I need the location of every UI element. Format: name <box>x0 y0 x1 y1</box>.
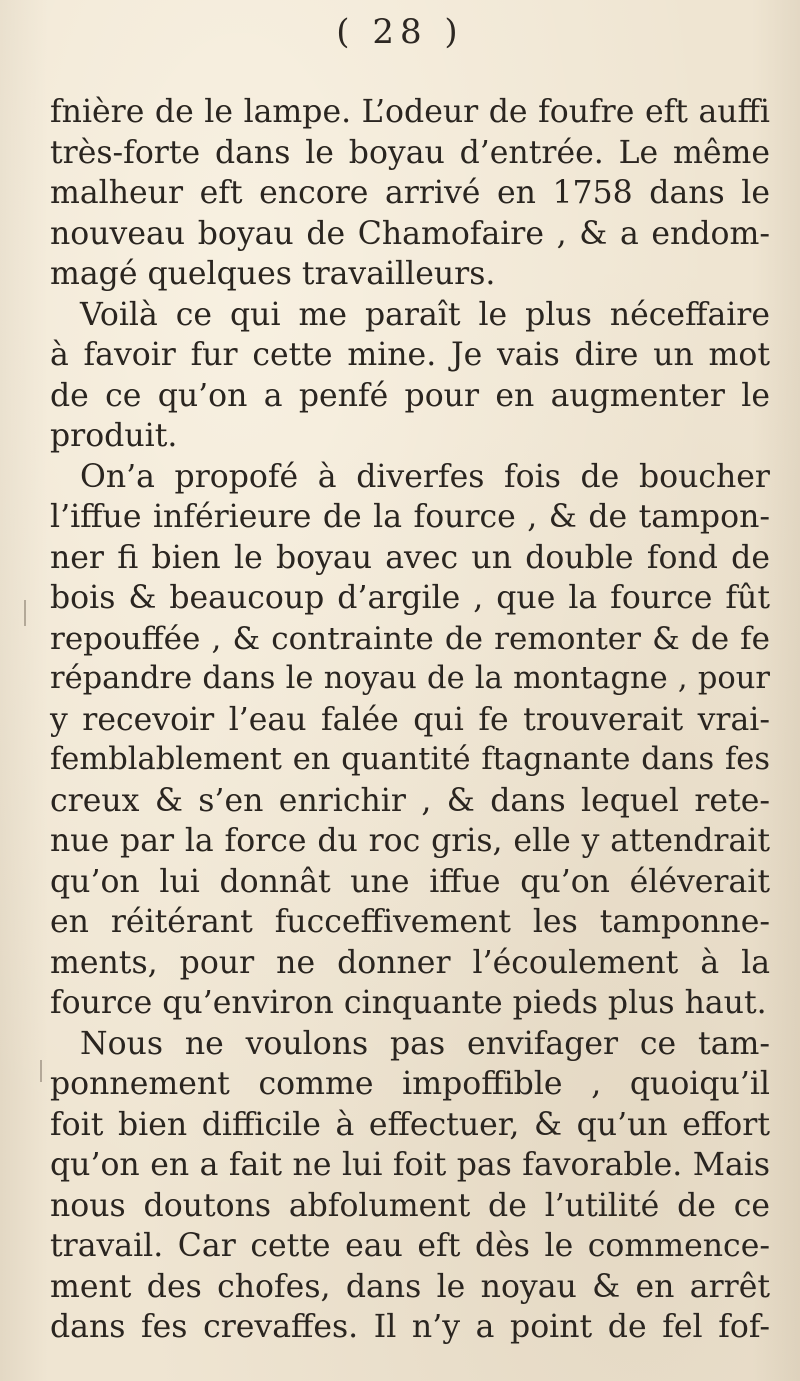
margin-mark <box>24 600 26 626</box>
text-line: ner fi bien le boyau avec un double fond de <box>50 539 770 576</box>
text-line: fnière de le lampe. L’odeur de foufre eft auffi <box>50 94 770 130</box>
text-line: magé quelques travailleurs. <box>50 256 496 292</box>
text-line: y recevoir l’eau falée qui fe trouverait vrai- <box>50 701 770 738</box>
text-line: Voilà ce qui me paraît le plus néceffaire <box>80 296 770 333</box>
text-line: produit. <box>50 418 178 454</box>
text-line: Nous ne voulons pas envifager ce tam- <box>80 1025 770 1062</box>
text-line: ment des chofes, dans le noyau & en arrêt <box>50 1268 770 1305</box>
text-line: nouveau boyau de Chamofaire , & a endom- <box>50 215 770 252</box>
text-line: en réitérant fucceffivement les tamponne- <box>50 904 770 940</box>
text-line: très-forte dans le boyau d’entrée. Le même <box>50 134 770 171</box>
text-line: travail. Car cette eau eft dès le commence- <box>50 1228 770 1264</box>
text-line: foit bien difficile à effectuer, & qu’un effort <box>50 1106 770 1143</box>
text-line: malheur eft encore arrivé en 1758 dans le <box>50 175 770 211</box>
text-line: repouffée , & contrainte de remonter & de fe <box>50 620 770 657</box>
text-line: ponnement comme impoffible , quoiqu’il <box>50 1066 770 1102</box>
text-line: nue par la force du roc gris, elle y attendrait <box>50 823 770 859</box>
text-line: qu’on lui donnât une iffue qu’on éléverait <box>50 863 770 900</box>
text-line: de ce qu’on a penfé pour en augmenter le <box>50 377 770 414</box>
text-line: bois & beaucoup d’argile , que la fource fût <box>50 580 770 616</box>
text-line: femblablement en quantité ftagnante dans fes <box>50 742 770 777</box>
text-line: l’iffue inférieure de la fource , & de tampon- <box>50 499 770 535</box>
text-line: dans fes crevaffes. Il n’y a point de fel fof- <box>50 1309 770 1345</box>
text-line: creux & s’en enrichir , & dans lequel rete- <box>50 782 770 819</box>
text-line: ments, pour ne donner l’écoulement à la <box>50 944 770 981</box>
text-line: qu’on en a fait ne lui foit pas favorable. Mais <box>50 1147 770 1183</box>
text-line: à favoir fur cette mine. Je vais dire un mot <box>50 337 770 373</box>
page-number: ( 28 ) <box>336 12 464 52</box>
margin-mark <box>40 1060 42 1082</box>
text-line: fource qu’environ cinquante pieds plus haut. <box>50 985 767 1021</box>
text-line: nous doutons abfolument de l’utilité de ce <box>50 1187 770 1224</box>
text-line: On’a propofé à diverfes fois de boucher <box>80 458 770 495</box>
text-line: répandre dans le noyau de la montagne , pour <box>50 661 770 696</box>
body-text <box>50 92 770 1348</box>
